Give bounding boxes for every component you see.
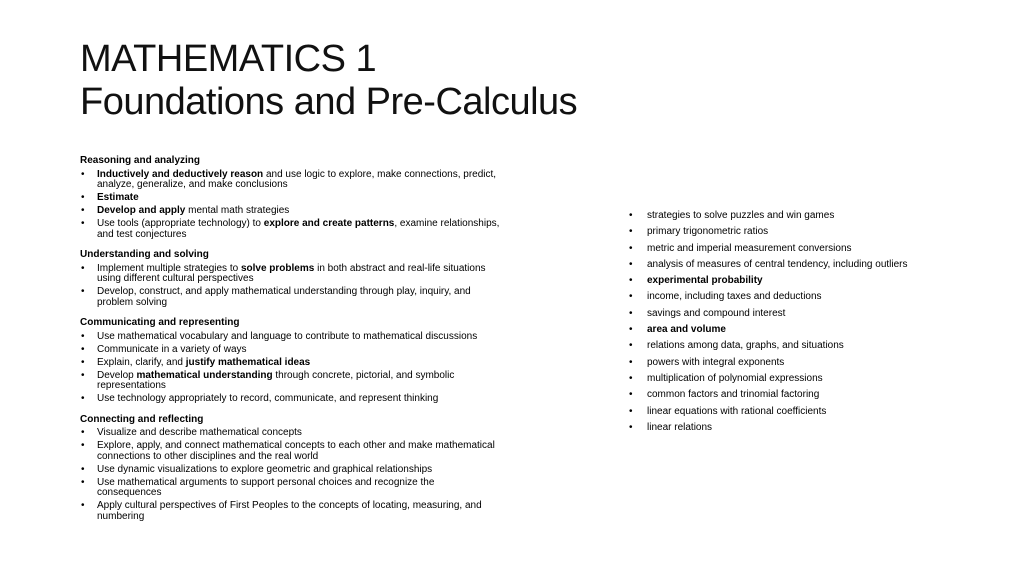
section-connecting	[80, 415, 500, 523]
title-line-1: MATHEMATICS 1	[80, 38, 377, 80]
topic-item: • linear relations	[629, 421, 969, 437]
topic-item: • analysis of measures of central tendency, including outliers	[629, 258, 969, 274]
list-item: • Develop and apply mental math strategies	[80, 206, 500, 217]
section-heading: Reasoning and analyzing	[80, 155, 201, 166]
topic-item: • powers with integral exponents	[629, 356, 969, 372]
topic-item: • common factors and trinomial factoring	[629, 388, 969, 404]
title-line-2: Foundations and Pre-Calculus	[80, 81, 578, 123]
bullet-list	[80, 170, 500, 241]
list-item: • Communicate in a variety of ways	[80, 345, 500, 356]
bullet-list	[80, 428, 500, 522]
section-heading: Connecting and reflecting	[80, 413, 204, 425]
list-item: • Develop mathematical understanding through concrete, pictorial, and symbolic representations	[80, 371, 500, 392]
topic-item: • experimental probability	[629, 274, 969, 290]
list-item: • Implement multiple strategies to solve problems in both abstract and real-life situations using different cultural perspectives	[80, 264, 500, 285]
list-item: • Develop, construct, and apply mathematical understanding through play, inquiry, and problem solving	[80, 287, 500, 308]
topic-item: • relations among data, graphs, and situations	[629, 339, 969, 355]
list-item: • Explain, clarify, and justify mathematical ideas	[80, 358, 500, 369]
section-understanding	[80, 250, 500, 308]
section-communicating	[80, 318, 500, 405]
list-item: • Apply cultural perspectives of First Peoples to the concepts of locating, measuring, and numbering	[80, 501, 500, 522]
competencies-column	[80, 156, 500, 532]
list-item: • Use dynamic visualizations to explore geometric and graphical relationships	[80, 465, 500, 476]
section-heading: Communicating and representing	[80, 317, 240, 328]
topic-item: • primary trigonometric ratios	[629, 225, 969, 241]
slide-title	[80, 38, 577, 124]
list-item: • Explore, apply, and connect mathematical concepts to each other and make mathematical connections to other disciplines and the real world	[80, 441, 500, 462]
section-reasoning	[80, 156, 500, 240]
topic-item: • multiplication of polynomial expressions	[629, 372, 969, 388]
topic-item: • savings and compound interest	[629, 307, 969, 323]
list-item: • Use mathematical arguments to support personal choices and recognize the consequences	[80, 478, 500, 499]
list-item: • Use tools (appropriate technology) to explore and create patterns, examine relationships, and test conjectures	[80, 219, 500, 240]
bullet-list	[80, 332, 500, 405]
list-item: • Use mathematical vocabulary and language to contribute to mathematical discussions	[80, 332, 500, 343]
list-item: • Estimate	[80, 193, 500, 204]
content-topics-column	[629, 209, 969, 437]
topic-item: • metric and imperial measurement conversions	[629, 242, 969, 258]
list-item: • Inductively and deductively reason and use logic to explore, make connections, predict, analyze, generalize, and make conclusions	[80, 170, 500, 191]
section-heading: Understanding and solving	[80, 249, 209, 260]
list-item: • Visualize and describe mathematical concepts	[80, 428, 500, 439]
topic-item: • area and volume	[629, 323, 969, 339]
bullet-list	[80, 264, 500, 309]
topics-list	[629, 209, 969, 437]
topic-item: • income, including taxes and deductions	[629, 290, 969, 306]
list-item: • Use technology appropriately to record, communicate, and represent thinking	[80, 394, 500, 405]
topic-item: • strategies to solve puzzles and win games	[629, 209, 969, 225]
topic-item: • linear equations with rational coefficients	[629, 405, 969, 421]
